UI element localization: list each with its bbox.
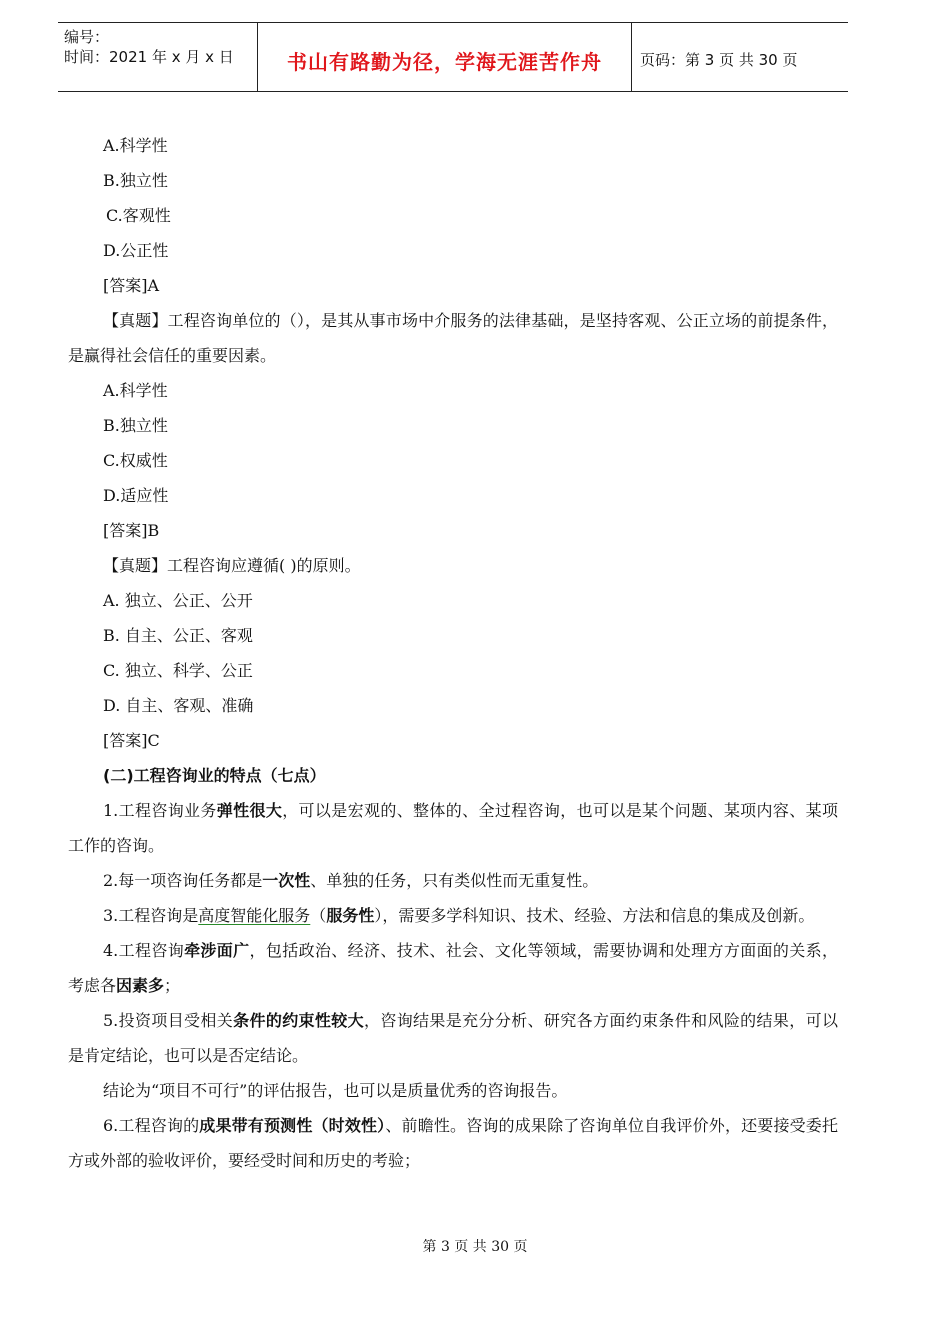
document-body	[68, 128, 838, 1178]
option-line: C. 独立、科学、公正	[103, 661, 253, 680]
bold-text: 弹性很大	[216, 801, 283, 820]
text-run: ），需要多学科知识、技术、经验、方法和信息的集成及创新。	[374, 906, 815, 925]
bold-text: 牵涉面广	[184, 941, 250, 960]
bold-text: 成果带有预测性（时效性）	[199, 1116, 386, 1135]
text-run: ，包括政治、经济、技术、社会、文化等领域，需要协调和处理方方面面的关系，考虑各	[68, 941, 838, 995]
document-number-label: 编号：	[64, 28, 110, 46]
header-divider	[631, 23, 632, 91]
option-line: B. 自主、公正、客观	[103, 626, 253, 645]
question-paragraph: 【真题】工程咨询单位的（），是其从事市场中介服务的法律基础，是坚持客观、公正立场的前提条件，是赢得社会信任的重要因素。	[68, 311, 838, 365]
question-paragraph: 【真题】工程咨询应遵循( )的原则。	[103, 556, 361, 575]
text-run: 、单独的任务，只有类似性而无重复性。	[310, 871, 599, 890]
text-run: ，可以是宏观的、整体的、全过程咨询，也可以是某个问题、某项内容、某项工作的咨询。	[68, 801, 838, 855]
option-line: C.客观性	[106, 206, 171, 225]
feature-paragraph	[68, 933, 838, 1003]
option-line: A. 独立、公正、公开	[103, 591, 253, 610]
answer-line: [答案]C	[103, 731, 160, 750]
option-line: A.科学性	[103, 381, 168, 400]
document-time-label: 时间：2021 年 x 月 x 日	[64, 48, 234, 66]
bold-text: 因素多	[116, 976, 165, 995]
header-motto: 书山有路勤为径，学海无涯苦作舟	[287, 50, 602, 74]
bold-text: 条件的约束性较大	[233, 1011, 364, 1030]
text-run: 5.投资项目受相关	[103, 1011, 234, 1030]
bold-text: 一次性	[262, 871, 311, 890]
text-run: 、前瞻性。咨询的成果除了咨询单位自我评价外，还要接受委托方或外部的验收评价，要经受时间和历史的考验；	[68, 1116, 838, 1170]
conclusion-line: 结论为“项目不可行”的评估报告，也可以是质量优秀的咨询报告。	[103, 1081, 568, 1100]
text-run: 4.工程咨询	[103, 941, 185, 960]
answer-line: [答案]A	[103, 276, 160, 295]
text-run: 2.每一项咨询任务都是	[103, 871, 263, 890]
feature-paragraph	[68, 793, 838, 863]
option-line: D.适应性	[103, 486, 169, 505]
underlined-text: 高度智能化服务	[198, 906, 311, 925]
answer-line: [答案]B	[103, 521, 160, 540]
option-line: B.独立性	[103, 416, 168, 435]
option-line: D.公正性	[103, 241, 169, 260]
option-line: C.权威性	[103, 451, 168, 470]
text-run: 6.工程咨询的	[103, 1116, 200, 1135]
header-page-number: 页码：第 3 页 共 30 页	[640, 51, 798, 69]
feature-paragraph	[68, 1108, 838, 1178]
option-line: A.科学性	[103, 136, 168, 155]
feature-paragraph	[68, 1003, 838, 1073]
text-run: 1.工程咨询业务	[103, 801, 217, 820]
text-run: 3.工程咨询是	[103, 906, 199, 925]
section-heading: (二)工程咨询业的特点（七点）	[103, 766, 326, 785]
text-run: ；	[164, 976, 181, 995]
bold-text: 服务性	[326, 906, 375, 925]
text-run: （	[310, 906, 327, 925]
text-run: ，咨询结果是充分分析、研究各方面约束条件和风险的结果，可以是肯定结论，也可以是否定结论。	[68, 1011, 838, 1065]
page-header	[58, 22, 848, 92]
page-footer: 第 3 页 共 30 页	[422, 1239, 528, 1255]
header-meta	[64, 27, 234, 67]
feature-paragraph	[68, 863, 838, 898]
option-line: D. 自主、客观、准确	[103, 696, 254, 715]
feature-paragraph	[68, 898, 838, 933]
option-line: B.独立性	[103, 171, 168, 190]
